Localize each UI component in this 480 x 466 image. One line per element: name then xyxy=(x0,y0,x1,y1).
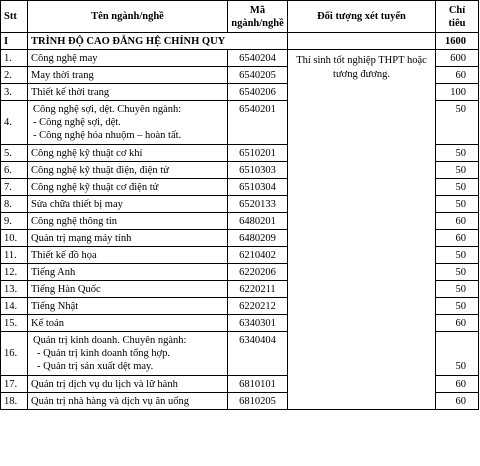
row-subitem: - Quản trị kinh doanh tổng hợp. xyxy=(37,348,170,359)
row-code: 6480209 xyxy=(228,230,288,247)
row-stt: 12. xyxy=(1,264,28,281)
row-name: Công nghệ thông tin xyxy=(28,213,228,230)
row-name: Quản trị nhà hàng và dịch vụ ăn uống xyxy=(28,393,228,410)
row-code: 6810205 xyxy=(228,393,288,410)
row-code: 6340301 xyxy=(228,315,288,332)
row-name: Thiết kế thời trang xyxy=(28,84,228,101)
row-quota: 100 xyxy=(436,84,479,101)
row-stt: 16. xyxy=(1,332,28,376)
header-target: Đối tượng xét tuyển xyxy=(288,1,436,33)
row-code: 6540205 xyxy=(228,67,288,84)
row-quota: 50 xyxy=(436,145,479,162)
row-code: 6510303 xyxy=(228,162,288,179)
row-name: Công nghệ kỹ thuật cơ điện tử xyxy=(28,179,228,196)
row-code: 6340404 xyxy=(228,332,288,376)
row-code: 6810101 xyxy=(228,376,288,393)
row-name: Công nghệ may xyxy=(28,50,228,67)
header-code-line1: Mã xyxy=(249,4,266,16)
row-quota: 60 xyxy=(436,213,479,230)
row-name: Công nghệ kỹ thuật điện, điện tử xyxy=(28,162,228,179)
row-stt: 18. xyxy=(1,393,28,410)
row-quota: 50 xyxy=(436,264,479,281)
row-quota: 60 xyxy=(436,230,479,247)
row-stt: 14. xyxy=(1,298,28,315)
row-name: May thời trang xyxy=(28,67,228,84)
row-name: Sửa chữa thiết bị may xyxy=(28,196,228,213)
row-stt: 17. xyxy=(1,376,28,393)
row-quota: 60 xyxy=(436,393,479,410)
header-quota-line1: Chỉ xyxy=(448,4,466,16)
row-quota: 50 xyxy=(436,298,479,315)
row-name: Tiếng Nhật xyxy=(28,298,228,315)
row-stt: 10. xyxy=(1,230,28,247)
target-cell: Thí sinh tốt nghiệp THPT hoặc tương đương. xyxy=(288,50,436,410)
row-code: 6510304 xyxy=(228,179,288,196)
row-code: 6220206 xyxy=(228,264,288,281)
row-quota: 60 xyxy=(436,376,479,393)
row-quota: 50 xyxy=(436,179,479,196)
row-stt: 7. xyxy=(1,179,28,196)
row-code: 6480201 xyxy=(228,213,288,230)
row-name: Quản trị dịch vụ du lịch và lữ hành xyxy=(28,376,228,393)
row-code: 6540206 xyxy=(228,84,288,101)
row-quota: 50 xyxy=(436,332,479,376)
row-stt: 15. xyxy=(1,315,28,332)
section-number: I xyxy=(1,33,28,50)
row-name: Thiết kế đồ họa xyxy=(28,247,228,264)
row-name: Quản trị mạng máy tính xyxy=(28,230,228,247)
row-quota: 50 xyxy=(436,101,479,145)
row-stt: 13. xyxy=(1,281,28,298)
row-subitem: - Quản trị sản xuất dệt may. xyxy=(37,361,154,372)
row-stt: 9. xyxy=(1,213,28,230)
row-quota: 50 xyxy=(436,281,479,298)
row-stt: 1. xyxy=(1,50,28,67)
row-subitem: - Công nghệ hóa nhuộm – hoàn tất. xyxy=(33,130,182,141)
row-name: Quản trị kinh doanh. Chuyên ngành: xyxy=(33,335,187,346)
row-stt: 3. xyxy=(1,84,28,101)
row-quota: 50 xyxy=(436,162,479,179)
row-code: 6210402 xyxy=(228,247,288,264)
row-subitem: - Công nghệ sợi, dệt. xyxy=(33,117,121,128)
section-target-blank xyxy=(288,33,436,50)
row-code: 6540204 xyxy=(228,50,288,67)
row-code: 6520133 xyxy=(228,196,288,213)
row-code: 6220211 xyxy=(228,281,288,298)
header-code xyxy=(228,1,288,33)
header-code-line2: ngành/nghề xyxy=(231,17,284,29)
row-quota: 50 xyxy=(436,247,479,264)
row-stt: 4. xyxy=(1,101,28,145)
header-stt: Stt xyxy=(1,1,28,33)
row-quota: 60 xyxy=(436,67,479,84)
header-quota xyxy=(436,1,479,33)
row-name-cell xyxy=(28,101,228,145)
row-name: Kế toán xyxy=(28,315,228,332)
section-title: TRÌNH ĐỘ CAO ĐẲNG HỆ CHÍNH QUY xyxy=(28,33,288,50)
section-row xyxy=(1,33,479,50)
row-stt: 5. xyxy=(1,145,28,162)
row-stt: 2. xyxy=(1,67,28,84)
header-quota-line2: tiêu xyxy=(448,17,466,29)
row-name: Công nghệ kỹ thuật cơ khí xyxy=(28,145,228,162)
row-name: Tiếng Hàn Quốc xyxy=(28,281,228,298)
row-code: 6220212 xyxy=(228,298,288,315)
header-row xyxy=(1,1,479,33)
table-row xyxy=(1,50,479,67)
row-name: Công nghệ sợi, dệt. Chuyên ngành: xyxy=(33,104,182,115)
row-code: 6540201 xyxy=(228,101,288,145)
row-quota: 600 xyxy=(436,50,479,67)
section-quota: 1600 xyxy=(436,33,479,50)
row-stt: 11. xyxy=(1,247,28,264)
row-code: 6510201 xyxy=(228,145,288,162)
row-name-cell xyxy=(28,332,228,376)
header-major: Tên ngành/nghề xyxy=(28,1,228,33)
row-quota: 60 xyxy=(436,315,479,332)
row-quota: 50 xyxy=(436,196,479,213)
row-stt: 8. xyxy=(1,196,28,213)
row-stt: 6. xyxy=(1,162,28,179)
row-name: Tiếng Anh xyxy=(28,264,228,281)
